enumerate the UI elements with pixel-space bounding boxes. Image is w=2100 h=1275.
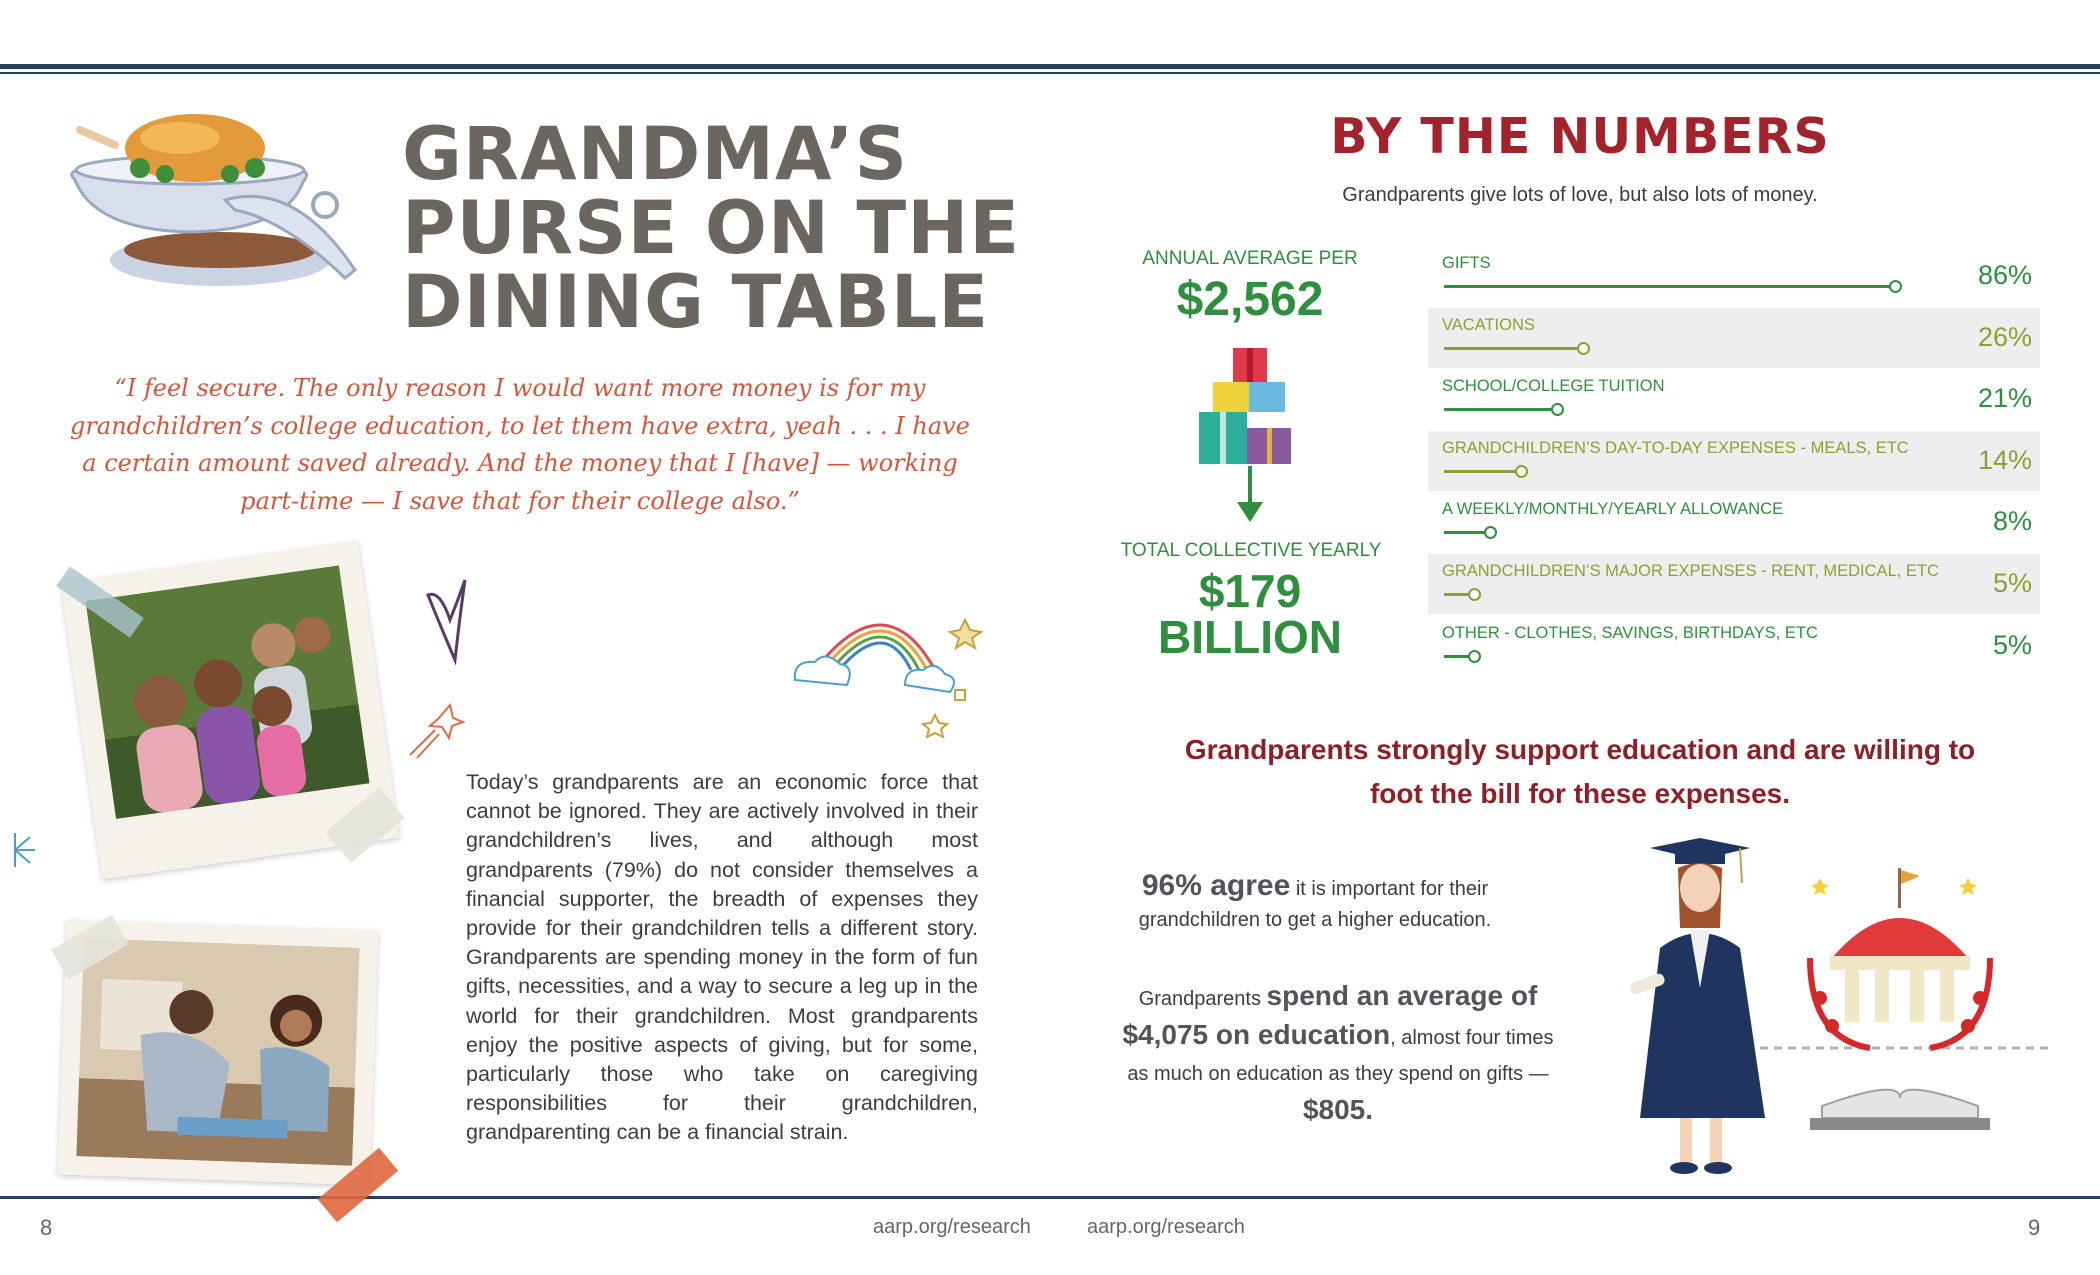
bar-endpoint-dot	[1468, 588, 1481, 601]
education-emblem-illustration	[1750, 848, 2050, 1168]
bar-line	[1444, 531, 1486, 534]
bar-endpoint-dot	[1468, 650, 1481, 663]
page-number-left: 8	[40, 1215, 53, 1240]
page-number-right: 9	[2028, 1215, 2041, 1240]
bar-track	[1444, 526, 1964, 538]
total-value-unit: BILLION	[1158, 611, 1342, 663]
stat-spend-mid: , almost four times as much on education as they spend on gifts —	[1127, 1027, 1554, 1085]
bar-value-label: 26%	[1977, 321, 2032, 352]
stat-spend-bold3: $805.	[1302, 1094, 1374, 1125]
bar-value-label: 5%	[1992, 629, 2032, 660]
bar-endpoint-dot	[1551, 403, 1564, 416]
bar-track	[1444, 280, 1964, 292]
bar-track	[1444, 403, 1964, 415]
stat-spend-pre: Grandparents	[1138, 988, 1267, 1010]
bar-endpoint-dot	[1484, 526, 1497, 539]
stat-spend-bold2: $4,075 on education	[1122, 1019, 1391, 1050]
bar-label: SCHOOL/COLLEGE TUITION	[1442, 377, 1665, 396]
top-rule-thin	[0, 72, 2100, 74]
bar-line	[1444, 655, 1470, 658]
bar-track	[1444, 588, 1964, 600]
bar-label: GRANDCHILDREN’S DAY-TO-DAY EXPENSES - MEALS, ETC	[1442, 438, 1909, 457]
bar-row	[1428, 616, 2040, 676]
bar-label: OTHER - CLOTHES, SAVINGS, BIRTHDAYS, ETC	[1442, 623, 1818, 642]
annual-value: $2,562	[1176, 273, 1324, 326]
bar-row	[1428, 246, 2040, 306]
stat-agree-bold: 96% agree	[1141, 869, 1291, 902]
bar-value-label: 5%	[1992, 567, 2032, 598]
bar-row	[1428, 308, 2040, 368]
total-label: TOTAL COLLECTIVE YEARLY	[1120, 540, 1382, 561]
bar-row	[1428, 492, 2040, 552]
heart-doodle-icon	[420, 575, 480, 665]
rainbow-icon	[785, 590, 990, 740]
top-rule	[0, 64, 2100, 69]
footer-link-left[interactable]: aarp.org/research	[873, 1216, 1031, 1238]
father-daughter-photo-frame	[58, 920, 379, 1186]
title-line-3: DINING TABLE	[402, 260, 990, 345]
bar-label: VACATIONS	[1442, 315, 1535, 334]
bar-row	[1428, 554, 2040, 614]
total-value	[1120, 565, 1380, 663]
bar-line	[1444, 593, 1470, 596]
total-value-amount: $179	[1198, 565, 1302, 617]
bar-track	[1444, 465, 1964, 477]
bar-endpoint-dot	[1515, 465, 1528, 478]
bar-endpoint-dot	[1577, 342, 1590, 355]
bar-line	[1444, 470, 1517, 473]
graduate-illustration	[1620, 838, 1770, 1188]
pull-quote: “I feel secure. The only reason I would want more money is for my grandchildren’s college education, to let them have extra, yeah . . . I have a certain amount saved already. And the money that I [have] — working part-time — I save that for their college also.”	[70, 374, 970, 515]
section-title: BY THE NUMBERS	[1330, 108, 1830, 165]
bar-value-label: 14%	[1977, 444, 2032, 475]
bar-label: A WEEKLY/MONTHLY/YEARLY ALLOWANCE	[1442, 500, 1784, 519]
spending-bar-chart	[1428, 246, 2040, 677]
bar-value-label: 86%	[1977, 260, 2032, 290]
footer-link-right[interactable]: aarp.org/research	[1087, 1216, 1245, 1238]
bar-line	[1444, 347, 1579, 350]
turkey-dish-icon	[55, 110, 375, 290]
bar-label: GRANDCHILDREN’S MAJOR EXPENSES - RENT, MEDICAL, ETC	[1442, 561, 1939, 580]
father-daughter-photo	[76, 938, 359, 1165]
bar-line	[1444, 408, 1553, 411]
stat-agree-text: it is important for their grandchildren to get a higher education.	[1138, 878, 1492, 931]
annual-label: ANNUAL AVERAGE PER	[1142, 248, 1358, 269]
family-photo	[85, 565, 369, 818]
section-subtitle: Grandparents give lots of love, but also lots of money.	[1342, 184, 1818, 206]
bar-value-label: 8%	[1992, 506, 2032, 537]
shooting-star-icon	[405, 700, 465, 760]
page-title	[402, 112, 1022, 345]
stat-agree	[1120, 870, 1510, 936]
stat-education-spend	[1118, 978, 1558, 1131]
bar-endpoint-dot	[1889, 280, 1902, 293]
education-heading: Grandparents strongly support education and are willing to foot the bill for these expenses.	[1184, 734, 1976, 809]
body-paragraph: Today’s grandparents are an economic force that cannot be ignored. They are actively involved in their grandchildren’s lives, and although most grandparents (79%) do not consider themselves a financial supporter, the breadth of expenses they provide for their grandchildren tells a different story. Grandparents are spending money in the form of fun gifts, necessities, and a way to secure a leg up in the world for their grandchildren. Most grandparents enjoy the positive aspects of giving, but for some, particularly those who take on caregiving responsibilities for their grandchildren, grandparenting can be a financial strain.	[466, 770, 978, 1145]
bar-label: GIFTS	[1442, 254, 1491, 272]
title-line-1: GRANDMA’S	[402, 112, 909, 197]
bar-line	[1444, 285, 1891, 288]
bar-track	[1444, 342, 1964, 354]
bar-value-label: 21%	[1977, 383, 2032, 414]
bottom-rule	[0, 1196, 2100, 1199]
sparkle-icon	[0, 825, 40, 875]
bar-row	[1428, 369, 2040, 429]
stat-spend-bold1: spend an average of	[1266, 980, 1538, 1011]
bar-row	[1428, 431, 2040, 491]
bar-track	[1444, 650, 1964, 662]
title-line-2: PURSE ON THE	[402, 186, 1021, 271]
gift-stack-icon	[1195, 340, 1305, 530]
